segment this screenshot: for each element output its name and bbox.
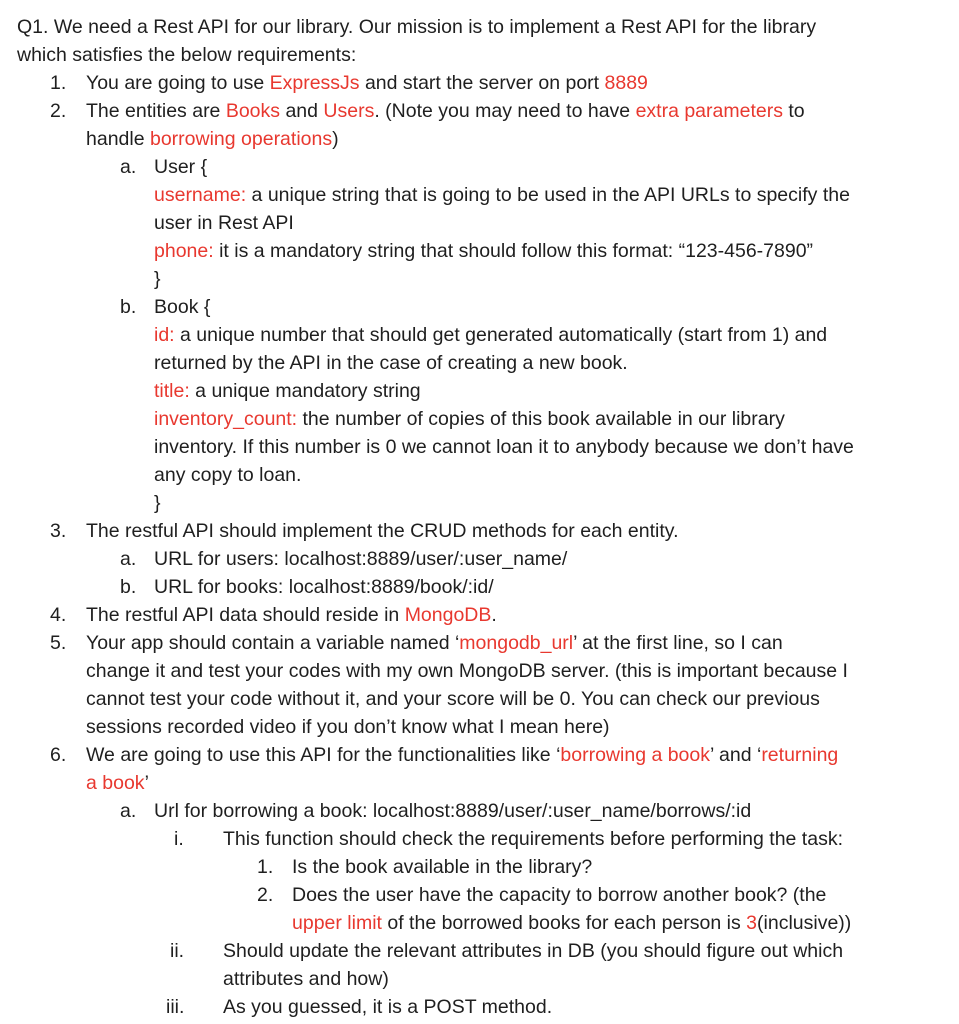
book-entity-close: } (154, 492, 161, 514)
text-segment: (inclusive)) (757, 912, 852, 934)
item-2-text-cont (86, 125, 339, 153)
book-field-id-cont: returned by the API in the case of creating a new book. (154, 352, 628, 374)
question-title-continued: which satisfies the below requirements: (17, 44, 357, 66)
check-number: 1. (257, 856, 274, 878)
text-segment: . (Note you may need to have (374, 100, 636, 122)
item-number: 1. (50, 72, 67, 94)
field-name: id: (154, 324, 175, 346)
borrow-url: Url for borrowing a book: localhost:8889/user/:user_name/borrows/:id (154, 800, 752, 822)
item-3-text: The restful API should implement the CRUD methods for each entity. (86, 520, 679, 542)
field-desc: it is a mandatory string that should follow this format: “123-456-7890” (213, 240, 814, 262)
item-number: 6. (50, 744, 67, 766)
text-segment: handle (86, 128, 150, 150)
sub-letter: a. (120, 548, 137, 570)
text-segment: Your app should contain a variable named ‘ (86, 632, 460, 654)
item-6-text-cont (86, 769, 149, 797)
text-segment: . (491, 604, 497, 626)
item-5-text-cont: change it and test your codes with my own MongoDB server. (this is important because I (86, 660, 848, 682)
highlight: Books (225, 100, 281, 122)
item-4-text (86, 601, 497, 629)
sub-letter: b. (120, 296, 137, 318)
text-segment: We are going to use this API for the functionalities like ‘ (86, 744, 561, 766)
post-method-note: As you guessed, it is a POST method. (223, 996, 553, 1018)
item-2-text (86, 97, 805, 125)
user-field-phone (154, 237, 813, 265)
field-desc: a unique mandatory string (189, 380, 421, 402)
book-field-title (154, 377, 421, 405)
highlight: Users (323, 100, 375, 122)
text-segment: You are going to use (86, 72, 270, 94)
sub-letter: a. (120, 156, 137, 178)
item-5-text (86, 629, 783, 657)
borrow-check-intro: This function should check the requirements before performing the task: (223, 828, 843, 850)
text-segment: ’ (144, 772, 149, 794)
question-title: Q1. We need a Rest API for our library. Our mission is to implement a Rest API for the library (17, 16, 817, 38)
text-segment: ’ and ‘ (710, 744, 762, 766)
field-desc: the number of copies of this book available in our library (297, 408, 785, 430)
sub-letter: a. (120, 800, 137, 822)
item-6-text (86, 741, 838, 769)
item-5-text-cont: cannot test your code without it, and your score will be 0. You can check our previous (86, 688, 820, 710)
item-number: 2. (50, 100, 67, 122)
text-segment: The restful API data should reside in (86, 604, 405, 626)
field-name: phone: (154, 240, 214, 262)
item-number: 4. (50, 604, 67, 626)
highlight: returning (761, 744, 839, 766)
field-name: inventory_count: (154, 408, 298, 430)
item-number: 5. (50, 632, 67, 654)
books-url: URL for books: localhost:8889/book/:id/ (154, 576, 494, 598)
field-name: username: (154, 184, 247, 206)
user-entity-header: User { (154, 156, 208, 178)
field-desc: a unique number that should get generated automatically (start from 1) and (174, 324, 828, 346)
roman-number: iii. (166, 996, 185, 1018)
highlight: ExpressJs (269, 72, 360, 94)
sub-letter: b. (120, 576, 137, 598)
update-attributes: Should update the relevant attributes in DB (you should figure out which (223, 940, 844, 962)
highlight: upper limit (292, 912, 382, 934)
item-1-text (86, 69, 648, 97)
user-entity-close: } (154, 268, 161, 290)
user-field-username-cont: user in Rest API (154, 212, 294, 234)
highlight: 8889 (604, 72, 648, 94)
field-name: title: (154, 380, 190, 402)
book-field-id (154, 321, 827, 349)
text-segment: to (782, 100, 805, 122)
text-segment: and (280, 100, 324, 122)
user-field-username (154, 181, 850, 209)
check-number: 2. (257, 884, 274, 906)
highlight: 3 (746, 912, 758, 934)
update-attributes-cont: attributes and how) (223, 968, 389, 990)
highlight: borrowing operations (149, 128, 333, 150)
item-number: 3. (50, 520, 67, 542)
text-segment: The entities are (86, 100, 226, 122)
text-segment: of the borrowed books for each person is (381, 912, 747, 934)
book-entity-header: Book { (154, 296, 211, 318)
highlight: mongodb_url (459, 632, 574, 654)
roman-number: i. (174, 828, 184, 850)
text-segment: and start the server on port (359, 72, 605, 94)
highlight: borrowing a book (560, 744, 710, 766)
check-user-capacity-cont (292, 909, 851, 937)
item-5-text-cont: sessions recorded video if you don’t know what I mean here) (86, 716, 610, 738)
book-field-inventory-cont: inventory. If this number is 0 we cannot loan it to anybody because we don’t have (154, 436, 854, 458)
text-segment: ’ at the first line, so I can (573, 632, 783, 654)
highlight: MongoDB (404, 604, 492, 626)
highlight: extra parameters (635, 100, 783, 122)
book-field-inventory-cont2: any copy to loan. (154, 464, 302, 486)
field-desc: a unique string that is going to be used in the API URLs to specify the (246, 184, 850, 206)
check-book-available: Is the book available in the library? (292, 856, 593, 878)
highlight: a book (86, 772, 145, 794)
book-field-inventory (154, 405, 785, 433)
roman-number: ii. (170, 940, 185, 962)
check-user-capacity: Does the user have the capacity to borrow another book? (the (292, 884, 827, 906)
users-url: URL for users: localhost:8889/user/:user_name/ (154, 548, 568, 570)
text-segment: ) (332, 128, 339, 150)
